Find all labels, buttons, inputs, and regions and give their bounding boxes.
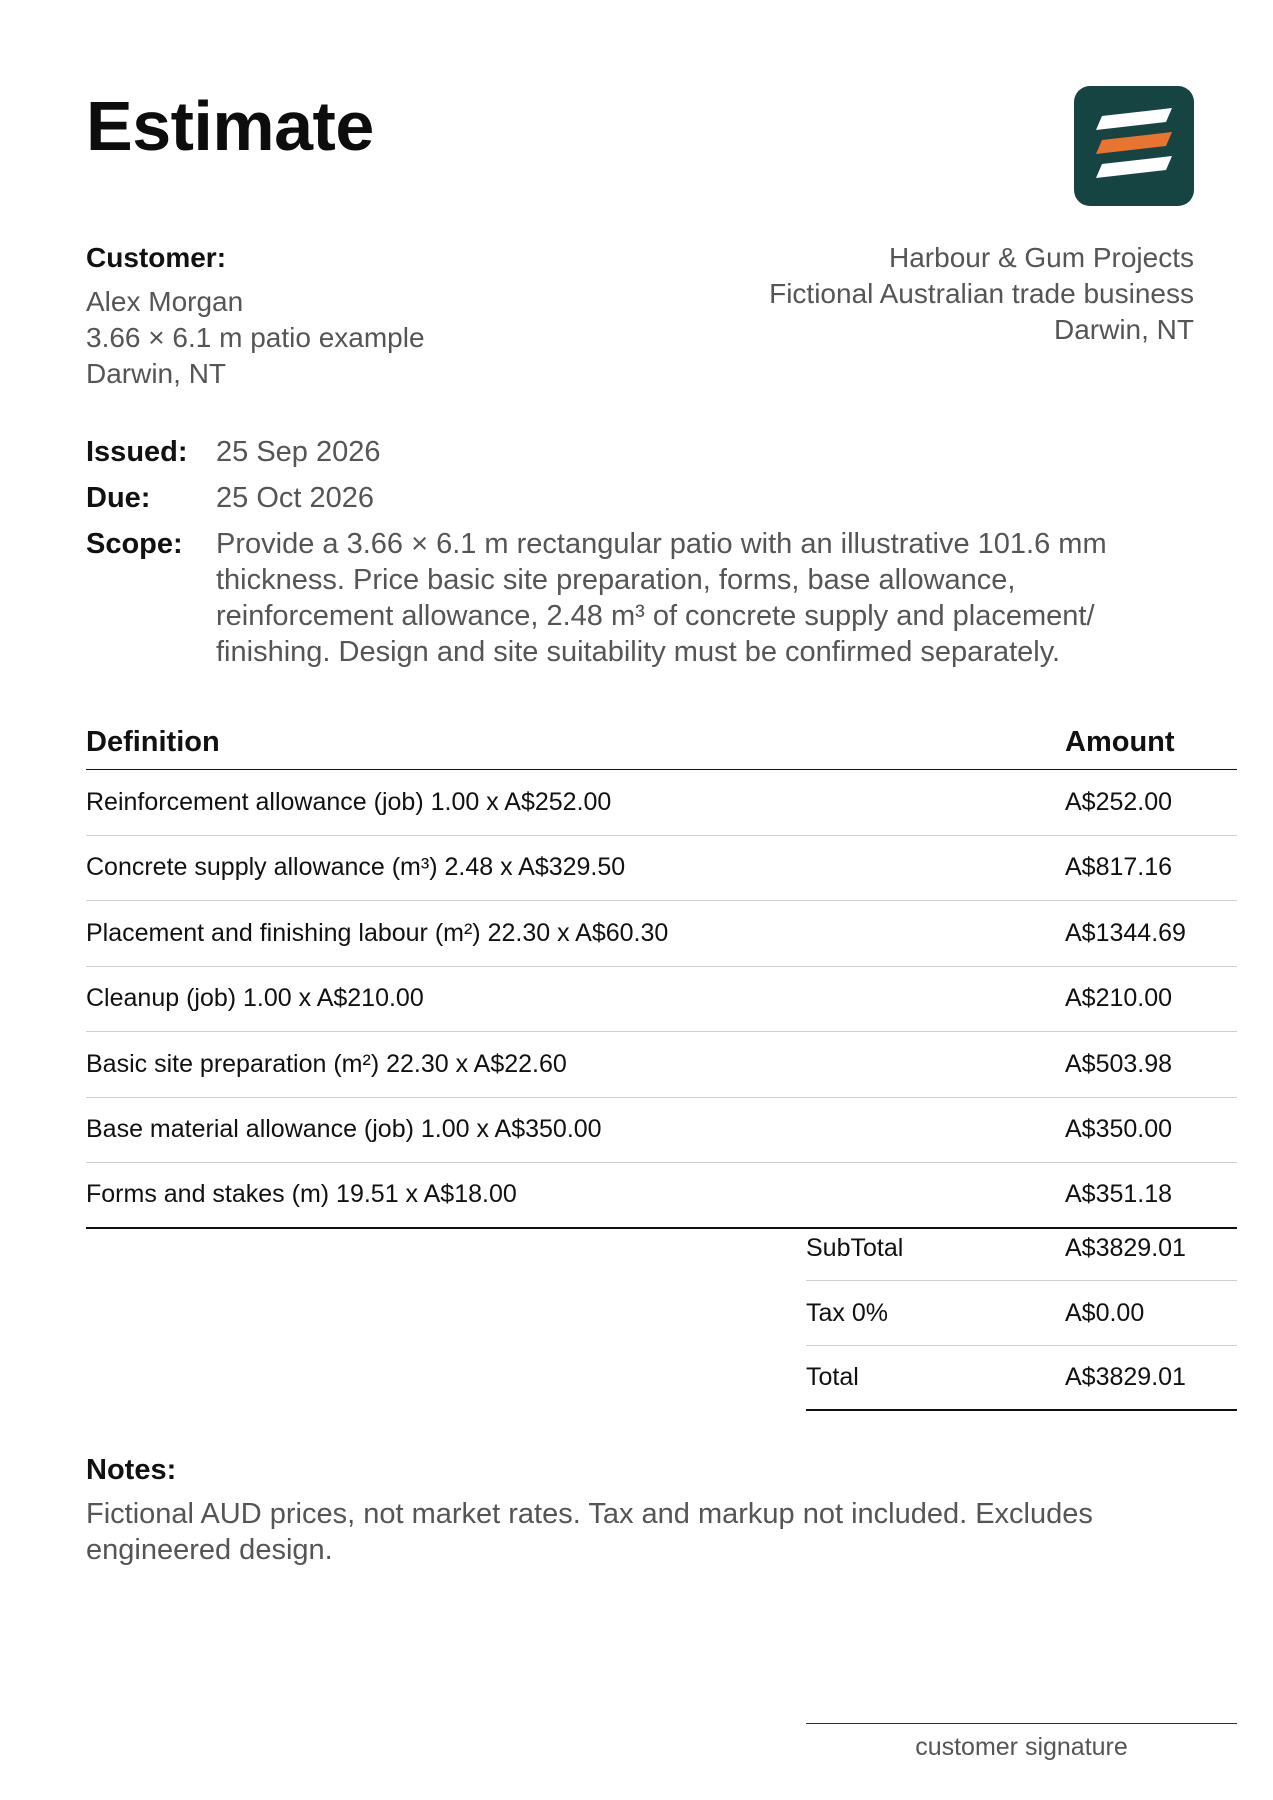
total-row [806, 1346, 1237, 1411]
customer-location: Darwin, NT [86, 358, 227, 389]
business-logo [1074, 86, 1194, 206]
amount-header: Amount [1065, 726, 1175, 758]
notes-label: Notes: [86, 1454, 177, 1486]
customer-label: Customer: [86, 242, 227, 273]
scope-label: Scope: [86, 528, 183, 560]
signature-label: customer signature [915, 1733, 1128, 1761]
business-name: Harbour & Gum Projects [889, 242, 1194, 273]
table-row [86, 901, 1237, 967]
row-definition: Cleanup (job) 1.00 x A$210.00 [86, 984, 424, 1013]
table-row [86, 770, 1237, 836]
issued-date: 25 Sep 2026 [216, 436, 381, 468]
line-items-table [86, 724, 1237, 1229]
business-location: Darwin, NT [1053, 314, 1194, 345]
table-body [86, 770, 1237, 1229]
table-header [86, 724, 1237, 770]
row-definition: Placement and finishing labour (m²) 22.30 x A$60.30 [86, 918, 669, 947]
table-row [86, 1032, 1237, 1098]
tax-amount: A$0.00 [1065, 1298, 1145, 1327]
tax-row [806, 1281, 1237, 1346]
totals-table [806, 1216, 1237, 1411]
row-amount: A$351.18 [1065, 1180, 1173, 1209]
subtotal-row [806, 1216, 1237, 1281]
row-definition: Concrete supply allowance (m³) 2.48 x A$329.50 [86, 853, 626, 882]
row-definition: Basic site preparation (m²) 22.30 x A$22.60 [86, 1049, 567, 1078]
total-label: Total [806, 1363, 859, 1391]
row-definition: Base material allowance (job) 1.00 x A$350.00 [86, 1115, 602, 1144]
row-definition: Reinforcement allowance (job) 1.00 x A$252.00 [86, 787, 612, 816]
definition-header: Definition [86, 726, 220, 758]
notes-section [86, 1452, 1196, 1568]
business-description: Fictional Australian trade business [769, 278, 1194, 309]
customer-project: 3.66 × 6.1 m patio example [86, 322, 425, 353]
tax-label: Tax 0% [806, 1298, 888, 1327]
due-row [86, 480, 1196, 516]
scope-text: Provide a 3.66 × 6.1 m rectangular patio with an illustrative 101.6 mm thickness. Price basic site preparation, forms, base allowance, reinforcement allowance, 2.48 m³ of concrete supply and placement/ finishing. Design and site suitability must be confirmed separately. [216, 528, 1107, 668]
customer-name: Alex Morgan [86, 286, 244, 317]
total-amount: A$3829.01 [1065, 1363, 1186, 1391]
signature-line [806, 1723, 1237, 1724]
issued-row [86, 434, 1196, 470]
issued-label: Issued: [86, 436, 188, 468]
row-definition: Forms and stakes (m) 19.51 x A$18.00 [86, 1180, 517, 1209]
table-row [86, 967, 1237, 1033]
row-amount: A$210.00 [1065, 984, 1173, 1013]
row-amount: A$1344.69 [1065, 918, 1186, 947]
notes-text: Fictional AUD prices, not market rates. Tax and markup not included. Excludes engineered design. [86, 1498, 1093, 1566]
subtotal-label: SubTotal [806, 1233, 904, 1262]
table-row [86, 836, 1237, 902]
scope-row [86, 526, 1196, 670]
subtotal-amount: A$3829.01 [1065, 1233, 1186, 1262]
customer-block [86, 240, 425, 392]
due-label: Due: [86, 482, 151, 514]
table-row [86, 1098, 1237, 1164]
row-amount: A$350.00 [1065, 1115, 1173, 1144]
estimate-meta [86, 434, 1196, 680]
row-amount: A$252.00 [1065, 787, 1173, 816]
business-block [769, 240, 1194, 348]
page-title: Estimate [86, 87, 374, 165]
row-amount: A$817.16 [1065, 853, 1173, 882]
stacked-layers-icon [1074, 86, 1194, 206]
due-date: 25 Oct 2026 [216, 482, 374, 514]
row-amount: A$503.98 [1065, 1049, 1173, 1078]
